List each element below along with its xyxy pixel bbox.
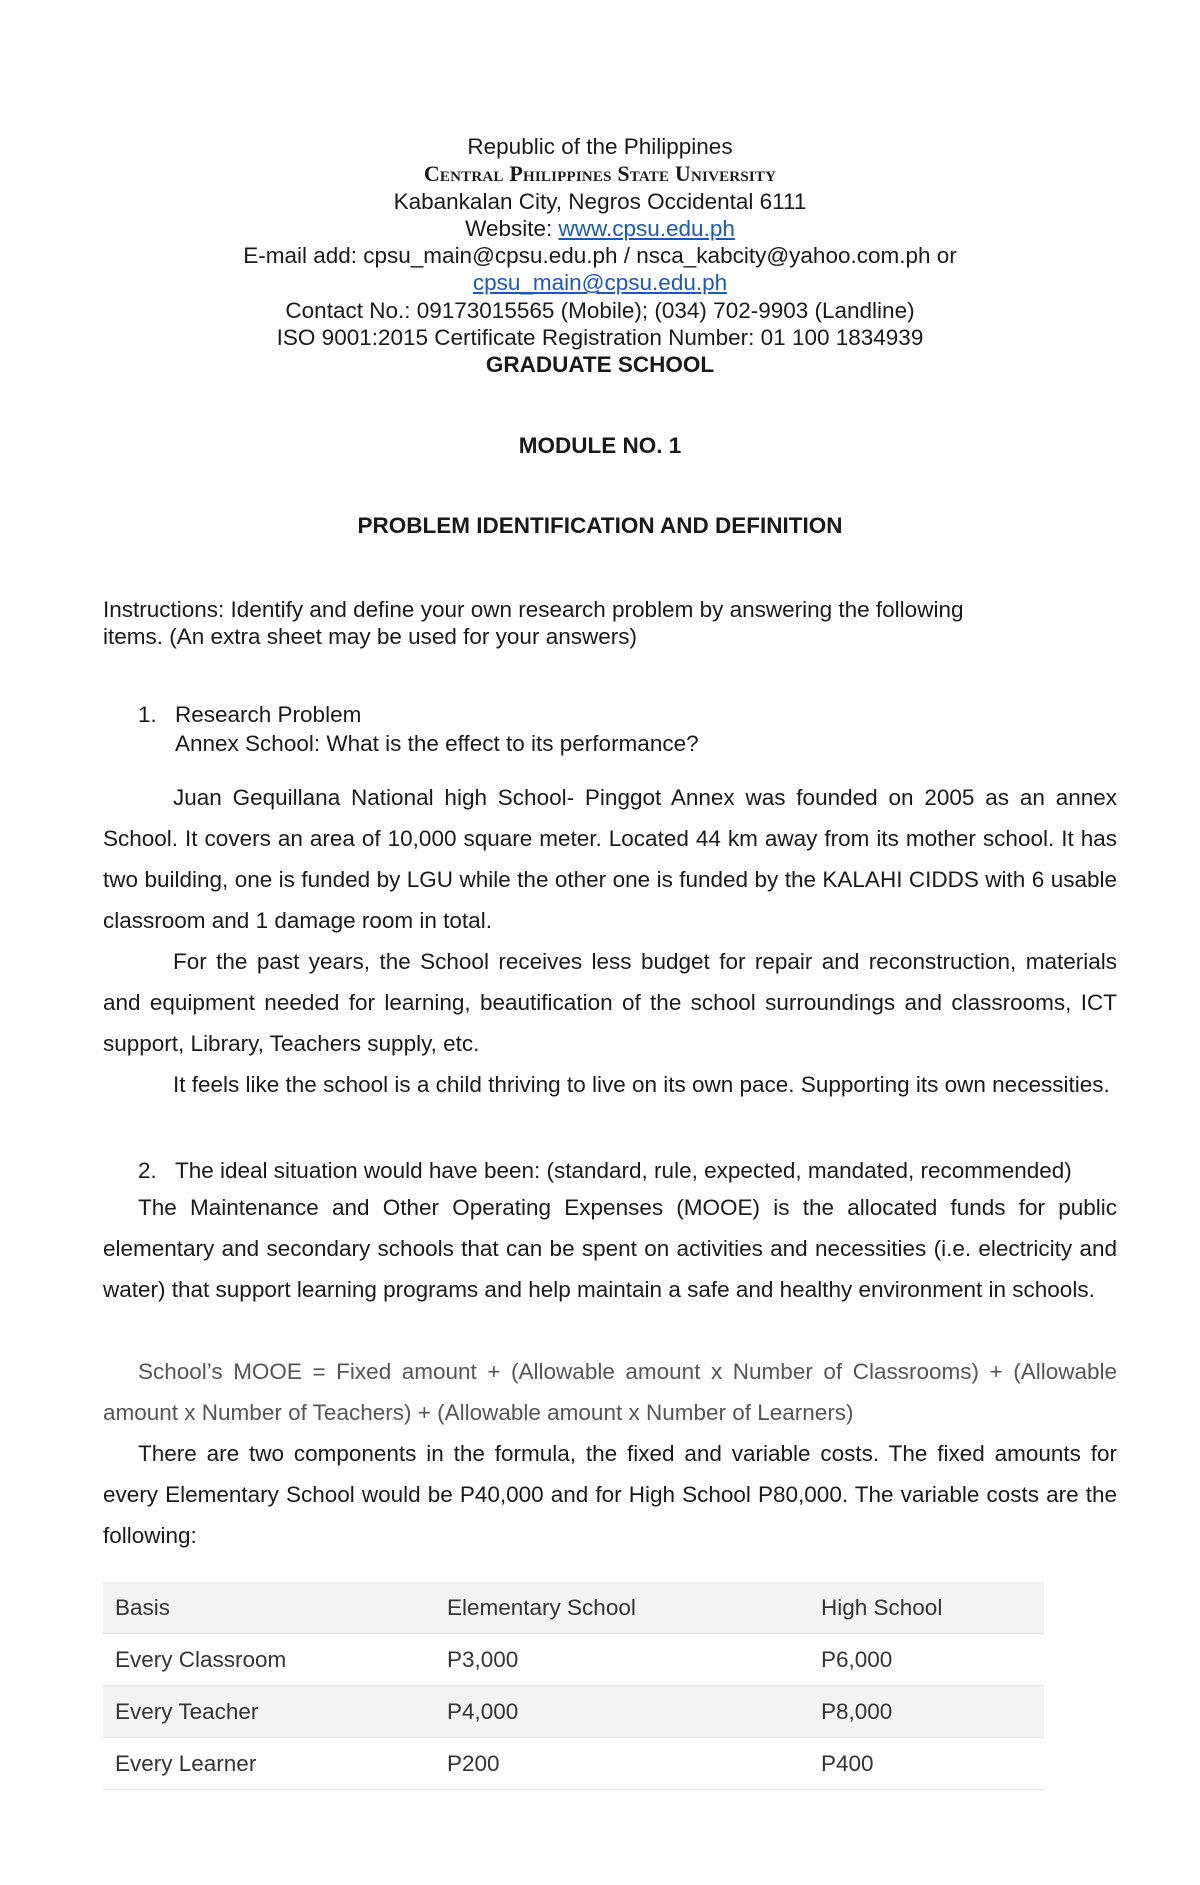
table-cell: P8,000: [809, 1686, 1044, 1738]
instructions-line-1: Instructions: Identify and define your own research problem by answering the following: [103, 597, 964, 622]
item-2-heading: The ideal situation would have been: (standard, rule, expected, mandated, recommended): [175, 1158, 1072, 1183]
item-1-paragraph: Juan Gequillana National high School- Pinggot Annex was founded on 2005 as an annex School. It covers an area of 10,000 square meter. Located 44 km away from its mother school. It has two building, one is funded by LGU while the other one is funded by the KALAHI CIDDS with 6 usable classroom and 1 damage room in total.: [103, 785, 1117, 933]
website-label: Website:: [465, 215, 559, 241]
table-header-cell: Elementary School: [435, 1582, 809, 1634]
table-row: [103, 1738, 1044, 1790]
variable-costs-table: [103, 1582, 1044, 1790]
instructions-line-2: items. (An extra sheet may be used for your answers): [103, 624, 637, 650]
item-1-heading-block: [138, 700, 699, 758]
item-1-paragraph: It feels like the school is a child thriving to live on its own pace. Supporting its own necessities.: [173, 1072, 1110, 1097]
module-title: MODULE NO. 1: [518, 433, 682, 458]
table-cell: P4,000: [435, 1686, 809, 1738]
table-header-cell: High School: [809, 1582, 1044, 1634]
table-header-row: [103, 1582, 1044, 1634]
module-subtitle: PROBLEM IDENTIFICATION AND DEFINITION: [357, 513, 843, 538]
letterhead: [0, 133, 1200, 379]
table-cell: P3,000: [435, 1634, 809, 1686]
item-1-number: 1.: [138, 702, 157, 727]
table-cell: Every Teacher: [103, 1686, 435, 1738]
email-link[interactable]: cpsu_main@cpsu.edu.ph: [472, 270, 728, 296]
table-header-cell: Basis: [103, 1582, 435, 1634]
table-cell: P400: [809, 1738, 1044, 1790]
item-1-heading: Research Problem: [175, 702, 362, 727]
table-cell: P6,000: [809, 1634, 1044, 1686]
republic-line: Republic of the Philippines: [467, 134, 733, 159]
website-line: [0, 215, 1200, 242]
item-2-paragraph: There are two components in the formula, the fixed and variable costs. The fixed amounts for every Elementary School would be P40,000 and for High School P80,000. The variable costs are the following:: [103, 1441, 1117, 1548]
table-cell: P200: [435, 1738, 809, 1790]
table-row: [103, 1634, 1044, 1686]
table-cell: Every Learner: [103, 1738, 435, 1790]
instructions: [103, 596, 1023, 651]
table-row: [103, 1686, 1044, 1738]
mooe-formula: School’s MOOE = Fixed amount + (Allowable amount x Number of Classrooms) + (Allowable amount x Number of Teachers) + (Allowable amount x Number of Learners): [103, 1359, 1117, 1425]
item-1-paragraph: For the past years, the School receives less budget for repair and reconstruction, materials and equipment needed for learning, beautification of the school surroundings and classrooms, ICT support, Library, Teachers supply, etc.: [103, 949, 1117, 1056]
item-2-heading-block: [138, 1150, 1072, 1191]
item-1-question: Annex School: What is the effect to its performance?: [175, 731, 699, 756]
contact-line: Contact No.: 09173015565 (Mobile); (034) 702-9903 (Landline): [285, 297, 915, 323]
website-link[interactable]: www.cpsu.edu.ph: [558, 215, 735, 241]
address-line: Kabankalan City, Negros Occidental 6111: [393, 188, 807, 214]
school-name: GRADUATE SCHOOL: [485, 352, 715, 378]
email-link-line: [0, 269, 1200, 296]
item-2-paragraph: The Maintenance and Other Operating Expenses (MOOE) is the allocated funds for public elementary and secondary schools that can be spent on activities and necessities (i.e. electricity and water) that support learning programs and help maintain a safe and healthy environment in schools.: [103, 1195, 1117, 1302]
university-name: Central Philippines State University: [423, 161, 777, 187]
email-line: E-mail add: cpsu_main@cpsu.edu.ph / nsca_kabcity@yahoo.com.ph or: [243, 243, 957, 269]
iso-line: ISO 9001:2015 Certificate Registration Number: 01 100 1834939: [276, 325, 924, 351]
table-cell: Every Classroom: [103, 1634, 435, 1686]
item-2-number: 2.: [138, 1158, 157, 1183]
